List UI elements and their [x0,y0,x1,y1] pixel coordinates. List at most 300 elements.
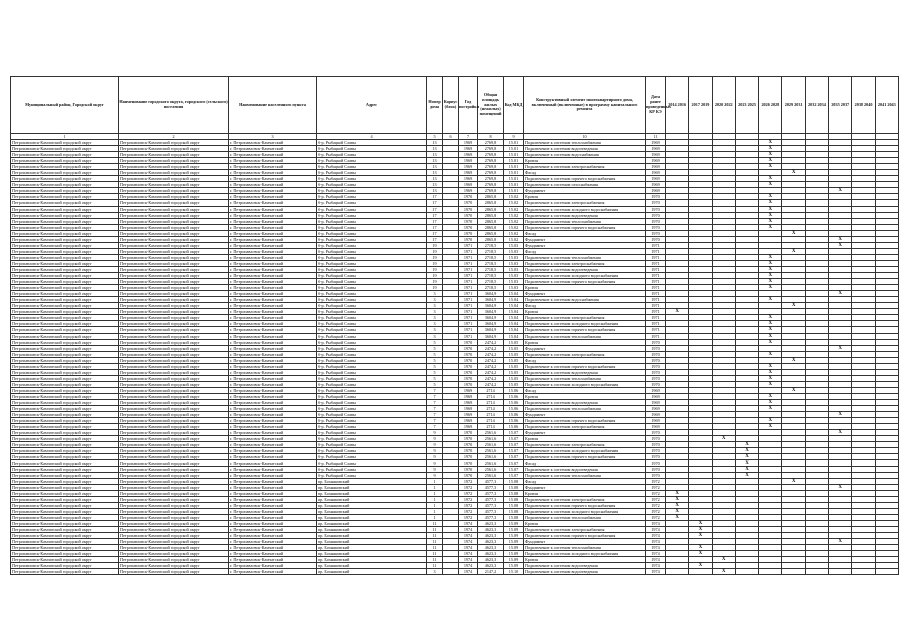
column-header: 2023 2025 [735,77,758,134]
period-mark-cell: X [759,363,782,369]
table-cell: 15.05 [504,339,524,345]
table-cell: 5 [427,345,443,351]
period-mark-cell: X [759,381,782,387]
table-cell: Петропавловск-Камчатский городской округ [11,339,119,345]
table-cell: Петропавловск-Камчатский городской округ [119,242,229,248]
table-cell: 15.09 [504,533,524,539]
table-cell: Подключение к системам теплоснабжения [524,333,646,339]
table-cell: Петропавловск-Камчатский городской округ [11,242,119,248]
table-cell: 15.03 [504,266,524,272]
table-cell: 2865,8 [478,230,504,236]
table-cell: Петропавловск-Камчатский городской округ [11,327,119,333]
table-cell: Петропавловск-Камчатский городской округ [119,297,229,303]
table-cell: б-р. Рыбацкой Славы [317,454,427,460]
period-mark-cell: X [759,273,782,279]
period-mark-cell: X [759,260,782,266]
table-cell: 15.04 [504,315,524,321]
table-cell: 15.06 [504,418,524,424]
table-cell: 1974 [459,545,478,551]
table-cell: Петропавловск-Камчатский городской округ [11,406,119,412]
table-cell: 15.05 [504,381,524,387]
table-cell: 2561,6 [478,448,504,454]
table-cell: 7 [427,387,443,393]
table-cell: б-р. Рыбацкой Славы [317,170,427,176]
table-cell: Фасад [524,460,646,466]
table-cell: б-р. Рыбацкой Славы [317,412,427,418]
table-cell: 1970 [459,430,478,436]
table-cell: 1971 [459,266,478,272]
table-cell: 2769,8 [478,152,504,158]
table-cell: 1970 [459,375,478,381]
table-cell: Петропавловск-Камчатский городской округ [119,327,229,333]
column-header: 2032 2034 [805,77,828,134]
table-cell: б-р. Рыбацкой Славы [317,291,427,297]
period-mark-cell: X [689,551,712,557]
table-cell: 1970 [646,351,666,357]
table-cell: Петропавловск-Камчатский городской округ [11,273,119,279]
table-cell: 2718,5 [478,266,504,272]
table-cell: 1974 [646,545,666,551]
column-header: 2041 2043 [875,77,898,134]
table-cell: б-р. Рыбацкой Славы [317,400,427,406]
table-cell: б-р. Рыбацкой Славы [317,200,427,206]
table-cell: 1971 [646,291,666,297]
table-cell: 13 [427,152,443,158]
table-cell: б-р. Рыбацкой Славы [317,472,427,478]
table-cell: Петропавловск-Камчатский городской округ [119,563,229,569]
table-cell: пр. Бохняковский [317,514,427,520]
table-cell: 13 [427,188,443,194]
column-header: Код МКД [504,77,524,134]
table-cell: 1970 [646,460,666,466]
table-cell: Подключение к системам теплоснабжения [524,140,646,146]
table-cell: 1969 [459,182,478,188]
table-cell: 4623,3 [478,557,504,563]
table-cell: 13 [427,140,443,146]
table-cell: 15.07 [504,472,524,478]
period-mark-cell: X [759,182,782,188]
table-cell: 1 [427,514,443,520]
table-cell: 19 [427,279,443,285]
table-cell: 15.03 [504,242,524,248]
table-row [11,569,899,575]
table-cell: 1974 [459,539,478,545]
table-cell: 1969 [646,164,666,170]
period-mark-cell: X [712,557,735,563]
table-cell: Петропавловск-Камчатский городской округ [119,248,229,254]
table-cell: г. Петропавловск-Камчатский [229,315,317,321]
table-cell: Петропавловск-Камчатский городской округ [119,527,229,533]
column-number: 11 [646,134,666,140]
table-cell: Петропавловск-Камчатский городской округ [119,182,229,188]
table-cell: 1970 [459,339,478,345]
table-cell: Петропавловск-Камчатский городской округ [119,164,229,170]
table-cell: 1 [427,484,443,490]
table-cell: г. Петропавловск-Камчатский [229,472,317,478]
table-cell: 15.07 [504,454,524,460]
table-cell: Петропавловск-Камчатский городской округ [119,291,229,297]
table-cell: 1969 [459,170,478,176]
table-cell: 3 [427,315,443,321]
period-mark-cell: X [759,406,782,412]
period-mark-cell: X [712,569,735,575]
period-mark-cell: X [829,236,852,242]
table-cell: Петропавловск-Камчатский городской округ [119,520,229,526]
table-cell: б-р. Рыбацкой Славы [317,285,427,291]
table-cell: 1971 [646,303,666,309]
table-cell: 1970 [646,381,666,387]
table-cell: 15.07 [504,442,524,448]
table-cell: 15.07 [504,448,524,454]
period-mark-cell: X [759,140,782,146]
period-mark-cell [689,569,712,575]
column-number: 4 [317,134,427,140]
table-cell: 15.04 [504,291,524,297]
table-cell: 1970 [459,436,478,442]
table-cell: 4623,3 [478,527,504,533]
table-cell: Петропавловск-Камчатский городской округ [119,230,229,236]
table-cell: Петропавловск-Камчатский городской округ [11,321,119,327]
table-cell: 11 [427,527,443,533]
table-cell: 1969 [459,152,478,158]
column-header: 2029 2031 [782,77,805,134]
period-mark-cell [666,569,689,575]
table-cell: Петропавловск-Камчатский городской округ [11,436,119,442]
table-cell: б-р. Рыбацкой Славы [317,315,427,321]
table-cell: г. Петропавловск-Камчатский [229,466,317,472]
table-cell: Петропавловск-Камчатский городской округ [11,170,119,176]
table-cell: 1971 [459,321,478,327]
period-mark-cell: X [829,484,852,490]
table-cell: пр. Бохняковский [317,527,427,533]
table-cell: 7 [427,406,443,412]
table-cell: 3 [427,327,443,333]
table-cell: Петропавловск-Камчатский городской округ [11,418,119,424]
period-mark-cell: X [759,333,782,339]
table-cell: Фасад [524,303,646,309]
table-cell: 15.09 [504,551,524,557]
table-cell: 15.03 [504,260,524,266]
period-mark-cell: X [759,393,782,399]
table-cell: Подключение к системам электроснабжения [524,424,646,430]
table-cell: Подключение к системам холодного водоснабжения [524,206,646,212]
table-cell: Подключение к системам водоотведения [524,400,646,406]
period-mark-cell: X [666,490,689,496]
table-cell: 11 [427,557,443,563]
table-cell: пр. Бохняковский [317,478,427,484]
table-cell: Петропавловск-Камчатский городской округ [11,448,119,454]
table-cell: 1971 [646,315,666,321]
table-cell: г. Петропавловск-Камчатский [229,387,317,393]
table-cell: 2714 [478,424,504,430]
table-cell: Петропавловск-Камчатский городской округ [119,273,229,279]
table-cell: Кровля [524,436,646,442]
table-cell: Петропавловск-Камчатский городской округ [11,285,119,291]
table-cell: 1970 [646,345,666,351]
table-cell: б-р. Рыбацкой Славы [317,230,427,236]
period-mark-cell [852,569,875,575]
period-mark-cell: X [735,472,758,478]
table-cell: 2769,8 [478,176,504,182]
table-cell: 2865,8 [478,224,504,230]
table-cell: 13 [427,158,443,164]
period-mark-cell: X [689,563,712,569]
table-cell: б-р. Рыбацкой Славы [317,140,427,146]
table-cell: Петропавловск-Камчатский городской округ [11,297,119,303]
table-cell: 1970 [646,194,666,200]
table-cell: Петропавловск-Камчатский городской округ [11,539,119,545]
table-cell: 2474,2 [478,375,504,381]
table-cell: г. Петропавловск-Камчатский [229,248,317,254]
table-cell: 1970 [646,339,666,345]
table-cell: Петропавловск-Камчатский городской округ [11,472,119,478]
table-cell: Подключение к системам горячего водоснабжения [524,533,646,539]
period-mark-cell: X [666,502,689,508]
period-mark-cell: X [759,418,782,424]
table-cell: г. Петропавловск-Камчатский [229,327,317,333]
table-cell: 1969 [646,393,666,399]
table-cell: 1971 [459,303,478,309]
table-cell: 1970 [459,206,478,212]
table-cell: Фундамент [524,345,646,351]
table-cell: г. Петропавловск-Камчатский [229,339,317,345]
table-cell: Петропавловск-Камчатский городской округ [11,551,119,557]
table-cell: 2474,2 [478,351,504,357]
table-cell: Подключение к системам теплоснабжения [524,406,646,412]
table-cell: Петропавловск-Камчатский городской округ [119,375,229,381]
table-cell: б-р. Рыбацкой Славы [317,442,427,448]
table-cell: 15.02 [504,206,524,212]
table-cell: 15.01 [504,146,524,152]
table-cell: 2769,8 [478,170,504,176]
table-cell: 1970 [646,200,666,206]
period-mark-cell [805,569,828,575]
table-cell: б-р. Рыбацкой Славы [317,182,427,188]
table-cell: 4577,3 [478,514,504,520]
table-cell: 1971 [646,285,666,291]
column-header: Общая площадь жилых (нежилых) помещений [478,77,504,134]
table-cell: Петропавловск-Камчатский городской округ [119,478,229,484]
table-cell: Петропавловск-Камчатский городской округ [11,146,119,152]
table-cell: г. Петропавловск-Камчатский [229,424,317,430]
table-cell: 1969 [646,140,666,146]
table-cell: б-р. Рыбацкой Славы [317,333,427,339]
table-cell: г. Петропавловск-Камчатский [229,146,317,152]
table-cell: 2561,6 [478,460,504,466]
table-cell: 15.04 [504,303,524,309]
table-cell: Петропавловск-Камчатский городской округ [119,266,229,272]
table-cell: 1971 [459,297,478,303]
table-cell: г. Петропавловск-Камчатский [229,357,317,363]
table-cell: Петропавловск-Камчатский городской округ [119,514,229,520]
period-mark-cell: X [759,369,782,375]
table-cell: Петропавловск-Камчатский городской округ [119,569,229,575]
table-cell: 1970 [646,357,666,363]
table-cell: 1970 [646,375,666,381]
table-cell: Петропавловск-Камчатский городской округ [11,381,119,387]
table-cell: Петропавловск-Камчатский городской округ [11,527,119,533]
period-mark-cell: X [759,194,782,200]
table-cell: б-р. Рыбацкой Славы [317,375,427,381]
table-cell: 15.02 [504,230,524,236]
period-mark-cell: X [759,224,782,230]
table-cell: 3604,9 [478,333,504,339]
table-cell: 3 [427,309,443,315]
table-cell: Петропавловск-Камчатский городской округ [11,279,119,285]
table-cell: Петропавловск-Камчатский городской округ [119,170,229,176]
table-cell: г. Петропавловск-Камчатский [229,230,317,236]
column-number: 2 [119,134,229,140]
table-cell: 1970 [459,212,478,218]
table-cell: 1970 [459,472,478,478]
table-cell: г. Петропавловск-Камчатский [229,520,317,526]
table-cell: 1970 [646,230,666,236]
table-cell: 2718,5 [478,285,504,291]
table-cell: 1972 [459,508,478,514]
period-mark-cell: X [666,508,689,514]
table-cell: Подключение к системам электроснабжения [524,200,646,206]
table-cell: б-р. Рыбацкой Славы [317,406,427,412]
table-cell: 4577,3 [478,478,504,484]
table-cell: 19 [427,260,443,266]
table-cell: Подключение к системам теплоснабжения [524,472,646,478]
table-cell: 13 [427,164,443,170]
table-cell: 5 [427,363,443,369]
table-cell: г. Петропавловск-Камчатский [229,508,317,514]
table-cell: Фасад [524,478,646,484]
period-mark-cell [829,569,852,575]
table-cell: Петропавловск-Камчатский городской округ [11,545,119,551]
period-mark-cell: X [759,218,782,224]
table-cell: 1971 [646,260,666,266]
table-cell: 9 [427,448,443,454]
table-cell: г. Петропавловск-Камчатский [229,484,317,490]
table-cell: 1970 [646,466,666,472]
table-cell: Петропавловск-Камчатский городской округ [119,393,229,399]
table-cell: пр. Бохняковский [317,533,427,539]
table-cell: 15.05 [504,363,524,369]
table-cell: 2147,2 [478,569,504,575]
table-cell: г. Петропавловск-Камчатский [229,260,317,266]
table-cell: 1971 [459,291,478,297]
table-cell: 5 [427,351,443,357]
table-cell: 1969 [459,412,478,418]
table-cell: 2769,8 [478,188,504,194]
table-cell: Петропавловск-Камчатский городской округ [11,393,119,399]
table-cell: г. Петропавловск-Камчатский [229,242,317,248]
table-cell: Подключение к системам горячего водоснабжения [524,327,646,333]
table-cell: Петропавловск-Камчатский городской округ [11,164,119,170]
table-cell: Петропавловск-Камчатский городской округ [119,412,229,418]
table-cell: 5 [427,369,443,375]
table-cell: б-р. Рыбацкой Славы [317,418,427,424]
table-cell: б-р. Рыбацкой Славы [317,212,427,218]
table-cell: 15.03 [504,279,524,285]
table-cell: 9 [427,436,443,442]
table-cell: 15.04 [504,297,524,303]
table-cell: Подключение к системам электроснабжения [524,496,646,502]
table-cell [443,569,459,575]
table-cell: 1971 [646,309,666,315]
table-cell: 1970 [459,442,478,448]
table-cell: Петропавловск-Камчатский городской округ [11,369,119,375]
column-number: 8 [478,134,504,140]
table-cell: 1970 [459,236,478,242]
table-cell: Фундамент [524,539,646,545]
table-cell: Кровля [524,393,646,399]
table-cell: б-р. Рыбацкой Славы [317,248,427,254]
table-cell: 1969 [646,400,666,406]
column-header: Муниципальный район, Городской округ [11,77,119,134]
table-cell: 1974 [646,563,666,569]
period-mark-cell: X [735,442,758,448]
table-cell: б-р. Рыбацкой Славы [317,327,427,333]
table-cell: Петропавловск-Камчатский городской округ [11,466,119,472]
table-cell: б-р. Рыбацкой Славы [317,387,427,393]
table-cell: б-р. Рыбацкой Славы [317,164,427,170]
table-cell: Петропавловск-Камчатский городской округ [119,484,229,490]
table-cell: 1972 [646,514,666,520]
table-cell: г. Петропавловск-Камчатский [229,460,317,466]
table-cell: 1971 [459,285,478,291]
table-cell: Петропавловск-Камчатский городской округ [11,224,119,230]
table-cell: Петропавловск-Камчатский городской округ [11,502,119,508]
table-cell: пр. Бохняковский [317,508,427,514]
table-cell: 1969 [459,158,478,164]
table-cell: Фундамент [524,291,646,297]
table-cell: 7 [427,412,443,418]
table-cell: Петропавловск-Камчатский городской округ [11,230,119,236]
table-cell: 17 [427,224,443,230]
table-cell: 17 [427,212,443,218]
table-cell: Подключение к системам электроснабжения [524,164,646,170]
table-cell: 1974 [459,520,478,526]
period-mark-cell: X [759,176,782,182]
table-cell: пр. Бохняковский [317,557,427,563]
table-cell: г. Петропавловск-Камчатский [229,563,317,569]
table-cell: Фундамент [524,484,646,490]
table-cell: б-р. Рыбацкой Славы [317,309,427,315]
table-cell: 11 [427,563,443,569]
table-cell: Петропавловск-Камчатский городской округ [119,442,229,448]
table-cell: 15.08 [504,502,524,508]
table-cell: Петропавловск-Камчатский городской округ [119,200,229,206]
table-cell: 1971 [646,266,666,272]
table-cell: 15.01 [504,140,524,146]
period-mark-cell: X [829,188,852,194]
table-cell: Подключение к системам водоотведения [524,212,646,218]
table-cell: г. Петропавловск-Камчатский [229,551,317,557]
table-cell: 1969 [459,387,478,393]
table-cell: г. Петропавловск-Камчатский [229,557,317,563]
table-cell: г. Петропавловск-Камчатский [229,266,317,272]
table-cell: 15.06 [504,400,524,406]
table-cell: 19 [427,285,443,291]
table-cell: 15.09 [504,520,524,526]
period-mark-cell: X [782,230,805,236]
table-cell: 2561,6 [478,454,504,460]
table-cell: 11 [427,539,443,545]
table-cell: Подключение к системам теплоснабжения [524,375,646,381]
table-cell: 3604,9 [478,303,504,309]
table-cell: г. Петропавловск-Камчатский [229,188,317,194]
table-cell: Петропавловск-Камчатский городской округ [119,158,229,164]
table-cell: Подключение к системам теплоснабжения [524,545,646,551]
column-header: Наименование городского округа, городского (сельского) поселения [119,77,229,134]
table-cell: Петропавловск-Камчатский городской округ [11,140,119,146]
table-cell: г. Петропавловск-Камчатский [229,321,317,327]
table-cell: 9 [427,472,443,478]
